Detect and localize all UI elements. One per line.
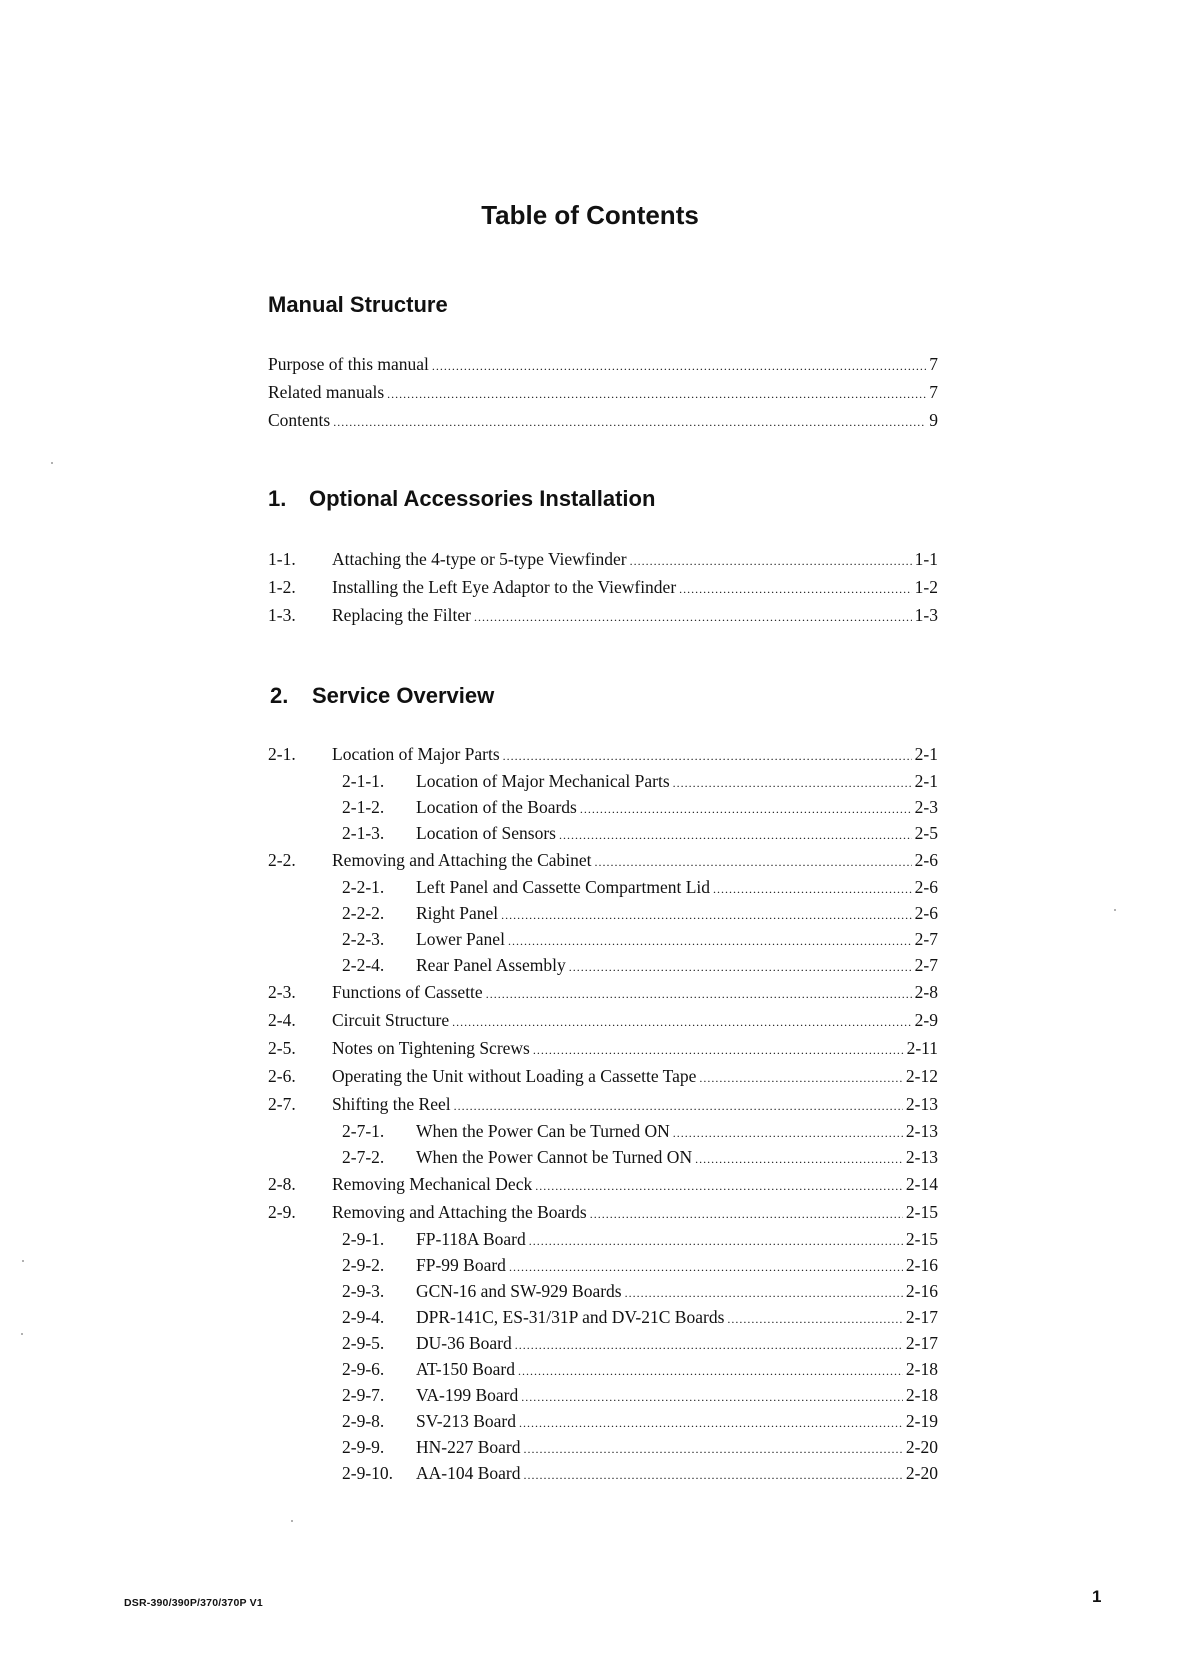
entry-page: 2-20 bbox=[905, 1437, 938, 1457]
entry-title: DU-36 Board bbox=[416, 1333, 512, 1353]
entry-title: Attaching the 4-type or 5-type Viewfinder bbox=[332, 549, 627, 569]
leader-dots bbox=[535, 1172, 903, 1200]
entry-title: DPR-141C, ES-31/31P and DV-21C Boards bbox=[416, 1307, 725, 1327]
entry-title: Lower Panel bbox=[416, 929, 505, 949]
entry-title: Related manuals bbox=[268, 382, 385, 402]
entry-title: Rear Panel Assembly bbox=[416, 955, 566, 975]
entry-title: Left Panel and Cassette Compartment Lid bbox=[416, 877, 711, 897]
entry-page: 2-7 bbox=[914, 955, 938, 975]
leader-dots bbox=[521, 1384, 903, 1410]
section-number: 2-6. bbox=[268, 1066, 296, 1086]
section-number: 2-8. bbox=[268, 1174, 296, 1194]
entry-page: 2-6 bbox=[914, 903, 938, 923]
leader-dots bbox=[695, 1146, 903, 1172]
leader-dots bbox=[508, 928, 912, 954]
toc-section-2 bbox=[268, 740, 938, 1486]
leader-dots bbox=[515, 1332, 903, 1358]
entry-title: Location of Major Mechanical Parts bbox=[416, 771, 670, 791]
toc-entry[interactable] bbox=[268, 1434, 938, 1460]
section-number: 2-9-6. bbox=[342, 1359, 385, 1379]
section-number: 2-9. bbox=[268, 1202, 296, 1222]
heading-text: Manual Structure bbox=[268, 292, 448, 317]
entry-page: 2-6 bbox=[914, 850, 938, 870]
leader-dots bbox=[432, 352, 926, 380]
section-number: 2-9-2. bbox=[342, 1255, 385, 1275]
leader-dots bbox=[679, 575, 912, 603]
entry-page: 2-15 bbox=[905, 1229, 938, 1249]
section-number: 2-2-4. bbox=[342, 955, 385, 975]
leader-dots bbox=[580, 796, 912, 822]
entry-page: 2-17 bbox=[905, 1333, 938, 1353]
entry-title: Location of Sensors bbox=[416, 823, 556, 843]
toc-entry[interactable] bbox=[268, 1198, 938, 1226]
entry-page: 7 bbox=[929, 354, 938, 374]
entry-title: FP-99 Board bbox=[416, 1255, 506, 1275]
section-number: 2-5. bbox=[268, 1038, 296, 1058]
entry-title: Shifting the Reel bbox=[332, 1094, 451, 1114]
heading-text: Optional Accessories Installation bbox=[309, 486, 656, 511]
toc-entry[interactable] bbox=[268, 350, 938, 378]
entry-page: 2-13 bbox=[905, 1121, 938, 1141]
model-code: DSR-390/390P/370/370P V1 bbox=[124, 1597, 263, 1609]
section-number: 2-9-8. bbox=[342, 1411, 385, 1431]
toc-entry[interactable] bbox=[268, 1304, 938, 1330]
toc-entry[interactable] bbox=[268, 1034, 938, 1062]
entry-page: 2-15 bbox=[905, 1202, 938, 1222]
entry-title: Contents bbox=[268, 410, 331, 430]
leader-dots bbox=[454, 1092, 903, 1120]
toc-entry[interactable] bbox=[268, 1252, 938, 1278]
leader-dots bbox=[503, 742, 912, 770]
leader-dots bbox=[486, 980, 912, 1008]
leader-dots bbox=[559, 822, 912, 848]
section-number: 2-9-5. bbox=[342, 1333, 385, 1353]
toc-entry[interactable] bbox=[268, 1460, 938, 1486]
entry-title: Location of the Boards bbox=[416, 797, 577, 817]
heading-number: 2. bbox=[270, 683, 289, 708]
entry-title: Functions of Cassette bbox=[332, 982, 483, 1002]
entry-page: 2-20 bbox=[905, 1463, 938, 1483]
leader-dots bbox=[387, 380, 926, 408]
leader-dots bbox=[673, 1120, 903, 1146]
toc-entry[interactable] bbox=[268, 978, 938, 1006]
entry-page: 2-17 bbox=[905, 1307, 938, 1327]
entry-title: Removing and Attaching the Boards bbox=[332, 1202, 587, 1222]
section-number: 1-3. bbox=[268, 605, 296, 625]
entry-page: 2-18 bbox=[905, 1385, 938, 1405]
leader-dots bbox=[524, 1436, 903, 1462]
entry-title: AT-150 Board bbox=[416, 1359, 516, 1379]
leader-dots bbox=[529, 1228, 903, 1254]
entry-title: Circuit Structure bbox=[332, 1010, 450, 1030]
toc-entry[interactable] bbox=[268, 1226, 938, 1252]
entry-page: 1-2 bbox=[914, 577, 938, 597]
leader-dots bbox=[518, 1358, 903, 1384]
section-number: 2-7-2. bbox=[342, 1147, 385, 1167]
toc-entry[interactable] bbox=[268, 926, 938, 952]
section-number: 2-9-10. bbox=[342, 1463, 394, 1483]
entry-title: Right Panel bbox=[416, 903, 499, 923]
section-number: 2-9-3. bbox=[342, 1281, 385, 1301]
entry-page: 7 bbox=[929, 382, 938, 402]
entry-page: 2-1 bbox=[914, 744, 938, 764]
entry-title: GCN-16 and SW-929 Boards bbox=[416, 1281, 622, 1301]
entry-page: 1-3 bbox=[914, 605, 938, 625]
entry-title: Replacing the Filter bbox=[332, 605, 471, 625]
scan-speck bbox=[1114, 909, 1116, 911]
entry-page: 2-12 bbox=[905, 1066, 938, 1086]
entry-title: When the Power Cannot be Turned ON bbox=[416, 1147, 693, 1167]
section-number: 2-1-3. bbox=[342, 823, 385, 843]
section-number: 2-9-1. bbox=[342, 1229, 385, 1249]
section-number: 2-7-1. bbox=[342, 1121, 385, 1141]
leader-dots bbox=[569, 954, 912, 980]
entry-title: SV-213 Board bbox=[416, 1411, 516, 1431]
section-number: 2-2-2. bbox=[342, 903, 385, 923]
entry-title: Removing and Attaching the Cabinet bbox=[332, 850, 592, 870]
entry-page: 2-16 bbox=[905, 1281, 938, 1301]
toc-entry[interactable] bbox=[268, 1090, 938, 1118]
leader-dots bbox=[625, 1280, 903, 1306]
section-number: 2-1-2. bbox=[342, 797, 385, 817]
leader-dots bbox=[595, 848, 912, 876]
section-number: 2-7. bbox=[268, 1094, 296, 1114]
section-number: 2-2. bbox=[268, 850, 296, 870]
entry-title: AA-104 Board bbox=[416, 1463, 521, 1483]
section-number: 2-2-3. bbox=[342, 929, 385, 949]
toc-entry[interactable] bbox=[268, 601, 938, 629]
toc-entry[interactable] bbox=[268, 406, 938, 434]
entry-page: 1-1 bbox=[914, 549, 938, 569]
section-number: 2-9-7. bbox=[342, 1385, 385, 1405]
toc-entry[interactable] bbox=[268, 1408, 938, 1434]
entry-page: 2-5 bbox=[914, 823, 938, 843]
entry-page: 2-9 bbox=[914, 1010, 938, 1030]
leader-dots bbox=[590, 1200, 903, 1228]
entry-page: 2-8 bbox=[914, 982, 938, 1002]
entry-title: Operating the Unit without Loading a Cassette Tape bbox=[332, 1066, 697, 1086]
toc-manual-structure bbox=[268, 350, 938, 434]
toc-entry[interactable] bbox=[268, 1330, 938, 1356]
heading-text: Service Overview bbox=[312, 683, 495, 708]
section-number: 2-2-1. bbox=[342, 877, 385, 897]
leader-dots bbox=[713, 876, 912, 902]
entry-page: 2-1 bbox=[914, 771, 938, 791]
entry-page: 2-14 bbox=[905, 1174, 938, 1194]
entry-page: 2-16 bbox=[905, 1255, 938, 1275]
entry-page: 2-11 bbox=[906, 1038, 938, 1058]
leader-dots bbox=[333, 408, 926, 436]
entry-title: Installing the Left Eye Adaptor to the Viewfinder bbox=[332, 577, 677, 597]
section-number: 2-9-4. bbox=[342, 1307, 385, 1327]
toc-entry[interactable] bbox=[268, 820, 938, 846]
section-number: 2-1. bbox=[268, 744, 296, 764]
toc-entry[interactable] bbox=[268, 1006, 938, 1034]
toc-entry[interactable] bbox=[268, 1382, 938, 1408]
leader-dots bbox=[673, 770, 912, 796]
toc-entry[interactable] bbox=[268, 874, 938, 900]
leader-dots bbox=[509, 1254, 903, 1280]
heading-section-2 bbox=[270, 683, 494, 709]
leader-dots bbox=[474, 603, 912, 631]
leader-dots bbox=[630, 547, 912, 575]
leader-dots bbox=[533, 1036, 904, 1064]
page-title: Table of Contents bbox=[481, 200, 699, 230]
toc-entry[interactable] bbox=[268, 1170, 938, 1198]
leader-dots bbox=[519, 1410, 903, 1436]
entry-page: 2-7 bbox=[914, 929, 938, 949]
leader-dots bbox=[452, 1008, 912, 1036]
scan-speck bbox=[21, 1333, 23, 1335]
entry-title: FP-118A Board bbox=[416, 1229, 526, 1249]
section-number: 2-1-1. bbox=[342, 771, 385, 791]
section-number: 2-4. bbox=[268, 1010, 296, 1030]
toc-entry[interactable] bbox=[268, 1118, 938, 1144]
toc-entry[interactable] bbox=[268, 378, 938, 406]
toc-entry[interactable] bbox=[268, 1144, 938, 1170]
entry-title: When the Power Can be Turned ON bbox=[416, 1121, 670, 1141]
heading-number: 1. bbox=[268, 486, 287, 511]
entry-title: Purpose of this manual bbox=[268, 354, 429, 374]
leader-dots bbox=[699, 1064, 903, 1092]
toc-entry[interactable] bbox=[268, 1356, 938, 1382]
toc-entry[interactable] bbox=[268, 573, 938, 601]
toc-entry[interactable] bbox=[268, 794, 938, 820]
entry-title: Removing Mechanical Deck bbox=[332, 1174, 533, 1194]
entry-title: Notes on Tightening Screws bbox=[332, 1038, 530, 1058]
entry-page: 2-13 bbox=[905, 1147, 938, 1167]
toc-entry[interactable] bbox=[268, 846, 938, 874]
entry-page: 2-18 bbox=[905, 1359, 938, 1379]
heading-manual-structure bbox=[268, 292, 448, 318]
toc-entry[interactable] bbox=[268, 1278, 938, 1304]
page-number: 1 bbox=[1092, 1587, 1102, 1606]
toc-entry[interactable] bbox=[268, 900, 938, 926]
entry-page: 2-6 bbox=[914, 877, 938, 897]
section-number: 2-3. bbox=[268, 982, 296, 1002]
leader-dots bbox=[727, 1306, 903, 1332]
section-number: 1-2. bbox=[268, 577, 296, 597]
leader-dots bbox=[524, 1462, 903, 1488]
leader-dots bbox=[501, 902, 912, 928]
toc-entry[interactable] bbox=[268, 545, 938, 573]
entry-page: 2-3 bbox=[914, 797, 938, 817]
heading-section-1 bbox=[268, 486, 655, 512]
entry-title: HN-227 Board bbox=[416, 1437, 521, 1457]
section-number: 1-1. bbox=[268, 549, 296, 569]
entry-page: 9 bbox=[929, 410, 938, 430]
section-number: 2-9-9. bbox=[342, 1437, 385, 1457]
toc-entry[interactable] bbox=[268, 768, 938, 794]
scan-speck bbox=[291, 1520, 293, 1522]
entry-page: 2-13 bbox=[905, 1094, 938, 1114]
toc-entry[interactable] bbox=[268, 1062, 938, 1090]
entry-page: 2-19 bbox=[905, 1411, 938, 1431]
scan-speck bbox=[51, 462, 53, 464]
toc-section-1 bbox=[268, 545, 938, 629]
entry-title: VA-199 Board bbox=[416, 1385, 519, 1405]
scan-speck bbox=[22, 1260, 24, 1262]
toc-entry[interactable] bbox=[268, 740, 938, 768]
entry-title: Location of Major Parts bbox=[332, 744, 500, 764]
toc-entry[interactable] bbox=[268, 952, 938, 978]
